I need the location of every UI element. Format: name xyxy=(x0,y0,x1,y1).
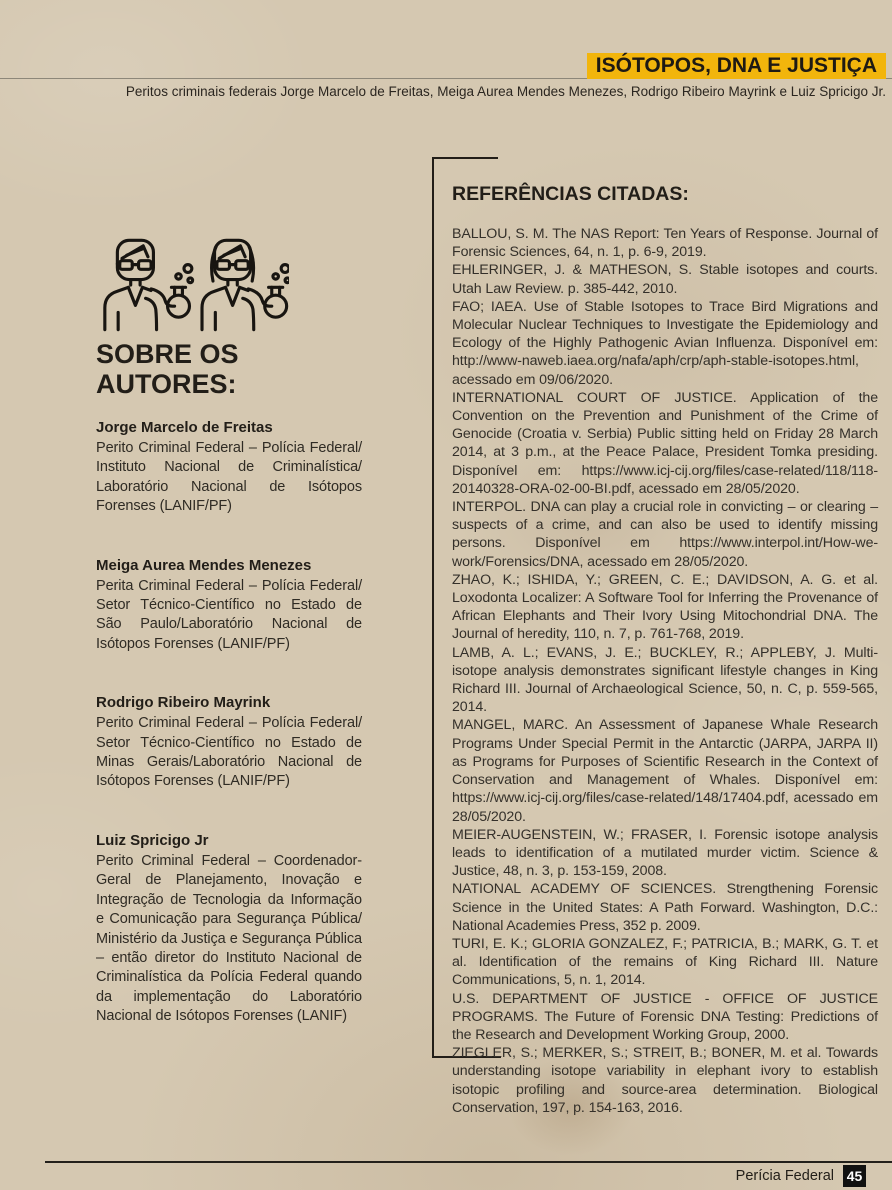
author-bio-text: Perito Criminal Federal – Polícia Federal/ Instituto Nacional de Criminalística/ Laboratório Nacional de Isótopos Forenses (LANIF/PF) xyxy=(96,440,362,515)
author-bios-list xyxy=(96,419,362,1067)
author-bio xyxy=(96,419,362,517)
author-bio xyxy=(96,557,362,655)
article-title-banner: ISÓTOPOS, DNA E JUSTIÇA xyxy=(587,53,886,79)
author-bio-text: Perito Criminal Federal – Polícia Federal/ Setor Técnico-Científico no Estado de Minas Gerais/Laboratório Nacional de Isótopos Forenses (LANIF/PF) xyxy=(96,715,362,790)
references-section xyxy=(452,183,878,1117)
author-bio-text: Perita Criminal Federal – Polícia Federal/ Setor Técnico-Científico no Estado de São Paulo/Laboratório Nacional de Isótopos Forenses (LANIF/PF) xyxy=(96,577,362,652)
reference-entry: U.S. DEPARTMENT OF JUSTICE - OFFICE OF JUSTICE PROGRAMS. The Future of Forensic DNA Testing: Predictions of the Research and Development Working Group, 2000. xyxy=(452,990,878,1043)
reference-entry: INTERNATIONAL COURT OF JUSTICE. Application of the Convention on the Prevention and Punishment of the Crime of Genocide (Croatia v. Serbia) Public sitting held on Friday 28 March 2014, at 3 p.m., at the Peace Palace, President Tomka presiding. Disponível em: https://www.icj-cij.org/files/case-related/118/118-20140328-ORA-02-00-BI.pdf, acessado em 28/05/2020. xyxy=(452,389,878,497)
author-bio xyxy=(96,694,362,792)
reference-entry: FAO; IAEA. Use of Stable Isotopes to Trace Bird Migrations and Molecular Nuclear Techniques to Investigate the Epidemiology and Ecology of the Highly Pathogenic Avian Influenza. Disponível em: http://www-naweb.iaea.org/nafa/aph/crp/aph-stable-isotopes.html, acessado em 09/06/2020. xyxy=(452,298,878,388)
author-name: Meiga Aurea Mendes Menezes xyxy=(96,556,312,574)
page-number-badge: 45 xyxy=(843,1165,866,1187)
authors-byline: Peritos criminais federais Jorge Marcelo de Freitas, Meiga Aurea Mendes Menezes, Rodrigo Ribeiro Mayrink e Luiz Spricigo Jr. xyxy=(125,84,886,99)
references-heading: REFERÊNCIAS CITADAS: xyxy=(452,183,689,205)
reference-entry: INTERPOL. DNA can play a crucial role in convicting – or clearing – suspects of a crime, and can also be used to identify missing persons. Disponível em https://www.interpol.int/How-we-work/Forensics/DNA, acessado em 28/05/2020. xyxy=(452,499,878,570)
reference-entry: MEIER-AUGENSTEIN, W.; FRASER, I. Forensic isotope analysis leads to identification of a mutilated murder victim. Science & Justice, 48, n. 3, p. 153-159, 2008. xyxy=(452,826,878,880)
reference-entry: ZIEGLER, S.; MERKER, S.; STREIT, B.; BONER, M. et al. Towards understanding isotope variability in elephant ivory to establish isotopic profiling and source-area determination. Biological Conservation, 197, p. 154-163, 2016. xyxy=(452,1045,878,1116)
page-footer xyxy=(736,1165,866,1187)
references-bracket-vertical-rule xyxy=(432,157,434,1058)
author-bio-text: Perito Criminal Federal – Coordenador-Geral de Planejamento, Inovação e Integração de Tecnologia da Informação e Comunicação para Segurança Pública/ Ministério da Justiça e Segurança Pública – então diretor do Instituto Nacional de Criminalística da Polícia Federal quando da implementação do Laboratório Nacional de Isótopos Forenses (LANIF) xyxy=(96,852,362,1025)
about-heading-line1: SOBRE OS xyxy=(96,339,239,369)
reference-entry: LAMB, A. L.; EVANS, J. E.; BUCKLEY, R.; APPLEBY, J. Multi- isotope analysis demonstrates significant lifestyle changes in King Richard III. Journal of Archaeological Science, 50, n. C, p. 559-565, 2014. xyxy=(452,644,878,716)
reference-entry: EHLERINGER, J. & MATHESON, S. Stable isotopes and courts. Utah Law Review. p. 385-442, 2010. xyxy=(452,262,878,297)
female-scientist-glyph xyxy=(202,240,289,329)
references-list xyxy=(452,225,878,1117)
about-authors-heading xyxy=(96,339,362,399)
footer-rule xyxy=(45,1161,892,1163)
reference-entry: NATIONAL ACADEMY OF SCIENCES. Strengthening Forensic Science in the United States: A Path Forward. Washington, D.C.: National Academies Press, 352 p. 2009. xyxy=(452,881,878,934)
author-name: Luiz Spricigo Jr xyxy=(96,831,209,849)
author-name: Jorge Marcelo de Freitas xyxy=(96,419,273,436)
author-bio xyxy=(96,832,362,1027)
reference-entry: MANGEL, MARC. An Assessment of Japanese Whale Research Programs Under Special Permit in the Antarctic (JARPA, JARPA II) as Programs for Purposes of Scientific Research in the Context of Conservation and Management of Whales. Disponível em: https://www.icj-cij.org/files/case-related/148/17404.pdf, acessado em 28/05/2020. xyxy=(452,717,878,825)
reference-entry: TURI, E. K.; GLORIA GONZALEZ, F.; PATRICIA, B.; MARK, G. T. et al. Identification of the remains of King Richard III. Nature Communications, 5, n. 1, 2014. xyxy=(452,935,878,989)
references-bracket-top-tick xyxy=(432,157,498,159)
magazine-name: Perícia Federal xyxy=(735,1168,834,1184)
about-heading-line2: AUTORES: xyxy=(96,369,237,400)
reference-entry: BALLOU, S. M. The NAS Report: Ten Years of Response. Journal of Forensic Sciences, 64, n. 1, p. 6-9, 2019. xyxy=(452,226,878,261)
about-authors-section xyxy=(96,237,362,399)
male-scientist-glyph xyxy=(105,240,193,329)
two-scientists-with-flasks-icon xyxy=(97,237,289,333)
reference-entry: ZHAO, K.; ISHIDA, Y.; GREEN, C. E.; DAVIDSON, A. G. et al. Loxodonta Localizer: A Software Tool for Inferring the Provenance of African Elephants and Their Ivory Using Mitochondrial DNA. The Journal of heredity, 110, n. 7, p. 761-768, 2019. xyxy=(452,571,878,643)
author-name: Rodrigo Ribeiro Mayrink xyxy=(96,694,271,712)
